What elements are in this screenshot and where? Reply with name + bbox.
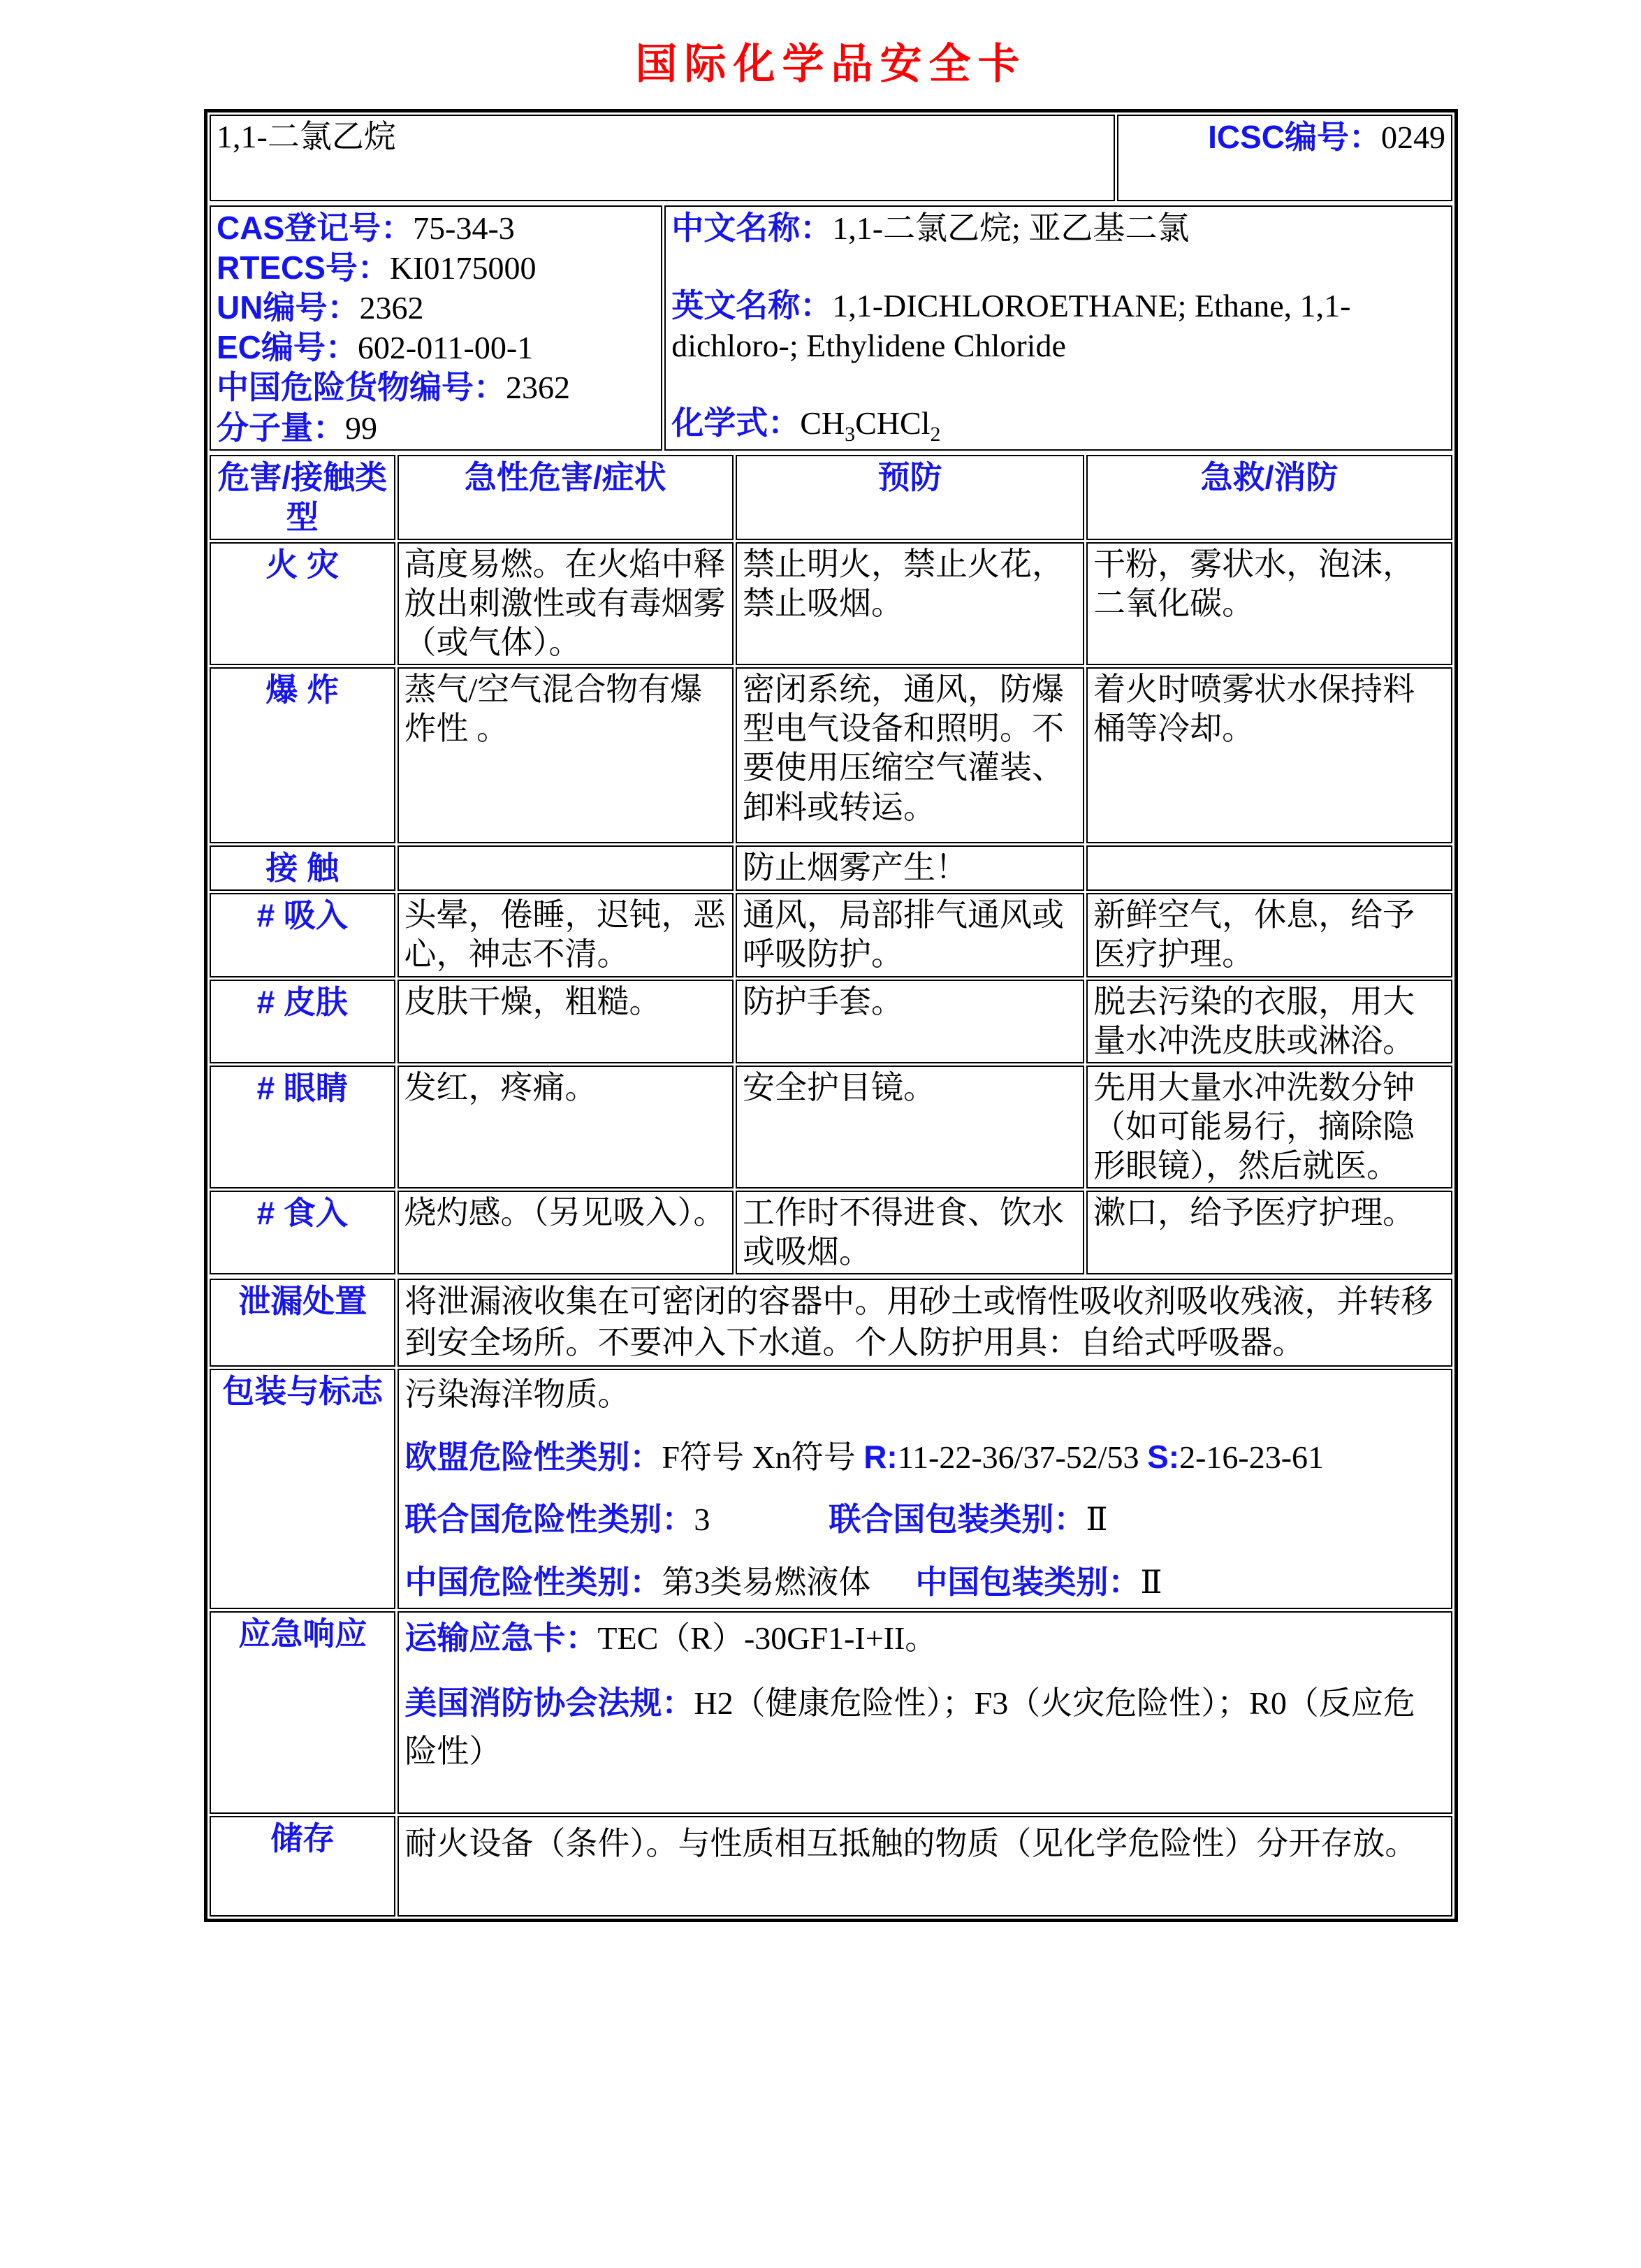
- identifier-label: 中国危险货物编号：: [217, 369, 506, 406]
- row-label-eyes: # 眼睛: [210, 1066, 395, 1188]
- emergency-row: [210, 1611, 1452, 1814]
- identifier-value: 99: [345, 409, 377, 446]
- fire-symptoms: 高度易燃。在火焰中释放出刺激性或有毒烟雾（或气体）。: [398, 542, 734, 665]
- header-symptoms: 急性危害/症状: [398, 455, 734, 540]
- header-prevention: 预防: [736, 455, 1084, 540]
- identifier-value: 2362: [359, 290, 424, 326]
- icsc-number-value: 0249: [1381, 119, 1445, 155]
- identifier-mol-weight: [217, 408, 655, 448]
- row-label-packaging: 包装与标志: [210, 1369, 395, 1609]
- chemical-name: 1,1-二氯乙烷: [210, 115, 1115, 201]
- names-cell: [664, 205, 1452, 451]
- inhalation-response: 新鲜空气，休息，给予医疗护理。: [1086, 893, 1452, 977]
- cn-classification-line: 中国危险性类别：第3类易燃液体 中国包装类别：Ⅱ: [404, 1564, 1162, 1601]
- spill-text: 将泄漏液收集在可密闭的容器中。用砂土或惰性吸收剂吸收残液，并转移到安全场所。不要冲入下水道。个人防护用具：自给式呼吸器。: [398, 1279, 1452, 1367]
- sections-table: [207, 1277, 1454, 1919]
- chinese-name-line: [671, 208, 1445, 248]
- hazard-row-eyes: [210, 1066, 1452, 1188]
- hazard-row-ingestion: [210, 1191, 1452, 1274]
- ingestion-prevention: 工作时不得进食、饮水或吸烟。: [736, 1191, 1084, 1274]
- identifiers-table: [207, 203, 1454, 453]
- names-list: [671, 208, 1445, 448]
- identifier-ec: [217, 328, 655, 368]
- marine-pollutant-note: 污染海洋物质。: [404, 1376, 630, 1413]
- spill-row: [210, 1279, 1452, 1367]
- identifier-value: 75-34-3: [413, 210, 515, 246]
- card-header-table: [207, 112, 1454, 203]
- row-label-fire: 火 灾: [210, 542, 395, 665]
- eyes-symptoms: 发红，疼痛。: [398, 1066, 734, 1188]
- english-name-value: 1,1-DICHLOROETHANE; Ethane, 1,1-dichloro-; Ethylidene Chloride: [671, 288, 1351, 363]
- identifier-value: KI0175000: [389, 250, 537, 286]
- contact-prevention: 防止烟雾产生！: [736, 845, 1084, 891]
- row-label-ingestion: # 食入: [210, 1191, 395, 1274]
- emergency-content: [398, 1611, 1452, 1814]
- hazard-row-explosion: [210, 667, 1452, 843]
- identifier-cas: [217, 208, 655, 248]
- page-title: 国际化学品安全卡: [635, 41, 1027, 87]
- packaging-content: [398, 1369, 1452, 1609]
- un-classification-line: 联合国危险性类别：3 联合国包装类别：Ⅱ: [404, 1501, 1108, 1538]
- identifier-label: EC编号：: [217, 329, 358, 366]
- packaging-row: [210, 1369, 1452, 1609]
- eu-classification-line: 欧盟危险性类别：F符号 Xn符号 R:11-22-36/37-52/53 S:2-16-23-61: [404, 1438, 1325, 1475]
- row-label-contact: 接 触: [210, 845, 395, 891]
- chinese-name-label: 中文名称：: [671, 210, 833, 246]
- skin-response: 脱去污染的衣服，用大量水冲洗皮肤或淋浴。: [1086, 980, 1452, 1063]
- row-label-explosion: 爆 炸: [210, 667, 395, 843]
- chinese-name-value: 1,1-二氯乙烷; 亚乙基二氯: [832, 210, 1190, 246]
- icsc-number-label: ICSC编号：: [1208, 119, 1381, 155]
- identifier-list-cell: [210, 205, 662, 451]
- identifier-label: UN编号：: [217, 289, 360, 326]
- identifier-value: 2362: [506, 370, 570, 406]
- row-label-emergency: 应急响应: [210, 1611, 395, 1814]
- icsc-number-cell: [1117, 115, 1452, 201]
- row-label-inhalation: # 吸入: [210, 893, 395, 977]
- identifier-list: [217, 208, 655, 448]
- card-header-row: [210, 115, 1452, 201]
- identifier-value: 602-011-00-1: [357, 330, 534, 366]
- storage-row: [210, 1816, 1452, 1917]
- identifier-label: CAS登记号：: [217, 210, 414, 246]
- explosion-symptoms: 蒸气/空气混合物有爆炸性 。: [398, 667, 734, 843]
- hazard-row-fire: [210, 542, 1452, 665]
- tec-card-line: 运输应急卡：TEC（R）-30GF1-I+II。: [404, 1619, 938, 1656]
- fire-response: 干粉，雾状水，泡沫，二氧化碳。: [1086, 542, 1452, 665]
- identifiers-row: [210, 205, 1452, 451]
- skin-prevention: 防护手套。: [736, 980, 1084, 1063]
- identifier-rtecs: [217, 248, 655, 288]
- contact-symptoms: [398, 845, 734, 891]
- header-response: 急救/消防: [1086, 455, 1452, 540]
- formula-value: $CH_3CHCl_2$: [800, 405, 941, 446]
- row-label-spill: 泄漏处置: [210, 1279, 395, 1367]
- hazard-row-skin: [210, 980, 1452, 1063]
- hazard-table: [207, 453, 1454, 1277]
- hazard-header-row: [210, 455, 1452, 540]
- header-hazard-type: 危害/接触类型: [210, 455, 395, 540]
- eyes-prevention: 安全护目镜。: [736, 1066, 1084, 1188]
- hazard-row-inhalation: [210, 893, 1452, 977]
- hazard-row-contact: [210, 845, 1452, 891]
- nfpa-line: 美国消防协会法规：H2（健康危险性）；F3（火灾危险性）；R0（反应危险性）: [404, 1684, 1415, 1769]
- english-name-line: [671, 286, 1445, 365]
- eyes-response: 先用大量水冲洗数分钟（如可能易行，摘除隐形眼镜），然后就医。: [1086, 1066, 1452, 1188]
- formula-label: 化学式：: [671, 404, 801, 441]
- row-label-storage: 储存: [210, 1816, 395, 1917]
- english-name-label: 英文名称：: [671, 287, 833, 324]
- inhalation-prevention: 通风，局部排气通风或呼吸防护。: [736, 893, 1084, 977]
- ingestion-response: 漱口，给予医疗护理。: [1086, 1191, 1452, 1274]
- storage-content: [398, 1816, 1452, 1917]
- formula-line: [671, 403, 1445, 448]
- identifier-un: [217, 288, 655, 328]
- explosion-prevention: 密闭系统，通风，防爆型电气设备和照明。不要使用压缩空气灌装、卸料或转运。: [736, 667, 1084, 843]
- row-label-skin: # 皮肤: [210, 980, 395, 1063]
- skin-symptoms: 皮肤干燥，粗糙。: [398, 980, 734, 1063]
- explosion-response: 着火时喷雾状水保持料桶等冷却。: [1086, 667, 1452, 843]
- identifier-label: RTECS号：: [217, 249, 390, 286]
- safety-card: [204, 109, 1458, 1922]
- fire-prevention: 禁止明火，禁止火花，禁止吸烟。: [736, 542, 1084, 665]
- identifier-label: 分子量：: [217, 409, 345, 446]
- storage-text: 耐火设备（条件）。与性质相互抵触的物质（见化学危险性）分开存放。: [404, 1825, 1417, 1861]
- identifier-cn-dangerous-goods: [217, 368, 655, 407]
- contact-response: [1086, 845, 1452, 891]
- ingestion-symptoms: 烧灼感。（另见吸入）。: [398, 1191, 734, 1274]
- inhalation-symptoms: 头晕，倦睡，迟钝，恶心，神志不清。: [398, 893, 734, 977]
